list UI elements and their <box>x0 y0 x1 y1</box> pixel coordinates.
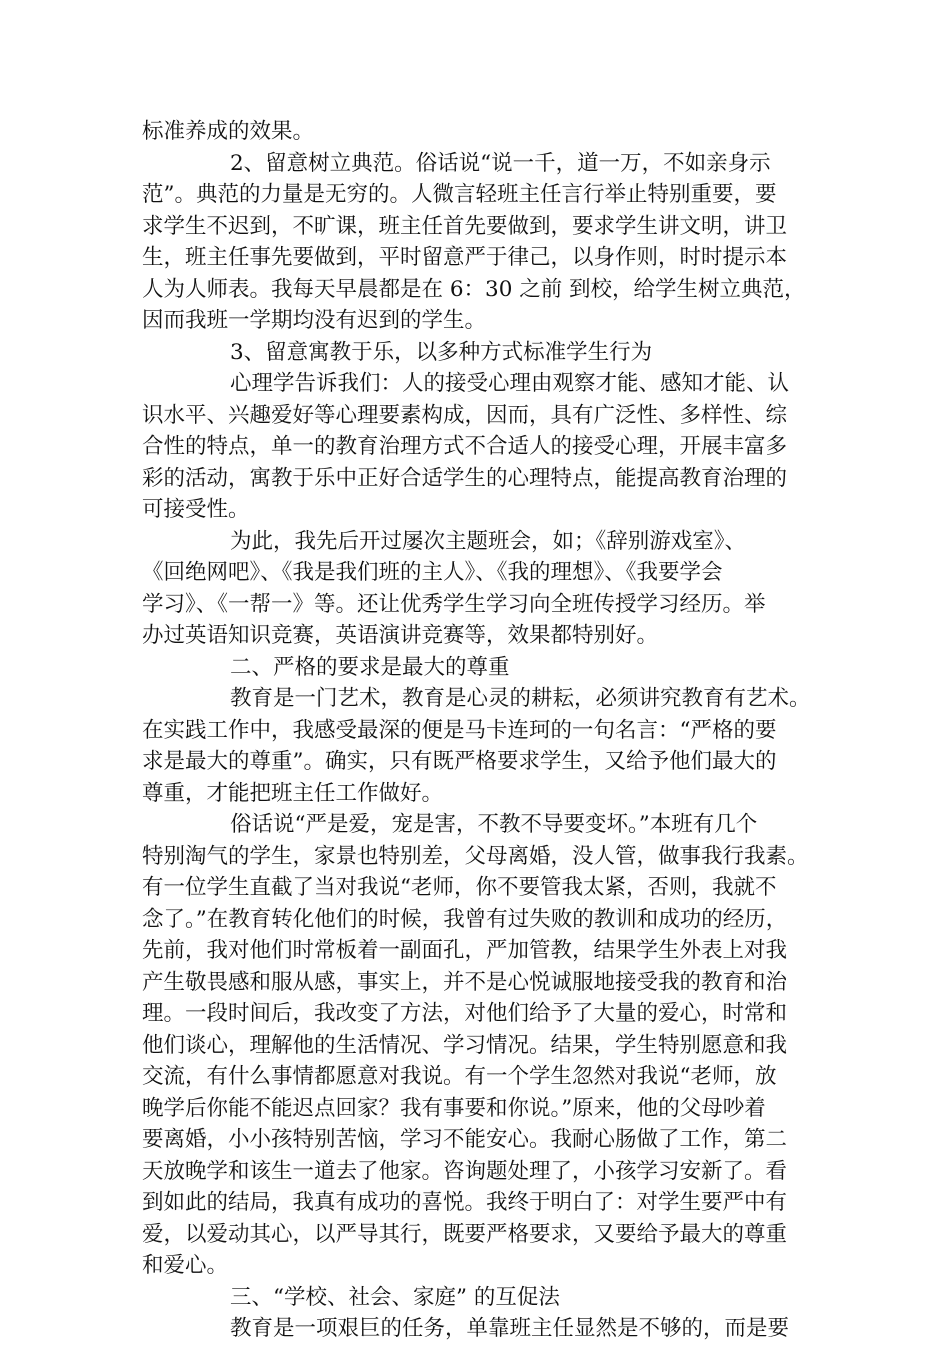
text-line: 尊重，才能把班主任工作做好。 <box>142 780 444 806</box>
text-line: 为此，我先后开过屡次主题班会，如；《辞别游戏室》、 <box>230 528 747 554</box>
text-line: 俗话说“严是爱，宠是害，不教不导要变坏。”本班有几个 <box>230 812 758 837</box>
text-line: 标准养成的效果。 <box>142 119 315 144</box>
text-line: 《回绝网吧》、《我是我们班的主人》、《我的理想》、《我要学会 <box>142 560 723 585</box>
document-body <box>142 116 822 1345</box>
text-line: 生，班主任事先要做到，平时留意严于律己，以身作则，时时提示本 <box>142 245 788 270</box>
text-line: 在实践工作中，我感受最深的便是马卡连珂的一句名言：“严格的要 <box>142 717 777 743</box>
text-line: 教育是一项艰巨的任务，单靠班主任显然是不够的，而是要 <box>230 1316 790 1341</box>
text-line: 合性的特点，单一的教育治理方式不合适人的接受心理，开展丰富多 <box>142 434 788 459</box>
text-line: 因而我班一学期均没有迟到的学生。 <box>142 308 487 333</box>
text-line: 念了。”在教育转化他们的时候，我曾有过失败的教训和成功的经历， <box>142 906 788 932</box>
text-line: 教育是一门艺术，教育是心灵的耕耘，必须讲究教育有艺术。 <box>230 686 811 711</box>
text-line: 和爱心。 <box>142 1253 229 1278</box>
text-line: 晚学后你能不能迟点回家？我有事要和你说。”原来，他的父母吵着 <box>142 1095 766 1121</box>
text-line: 先前，我对他们时常板着一副面孔，严加管教，结果学生外表上对我 <box>142 938 788 963</box>
text-line: 到如此的结局，我真有成功的喜悦。我终于明白了：对学生要严中有 <box>142 1190 788 1215</box>
text-line: 天放晚学和该生一道去了他家。咨询题处理了，小孩学习安新了。看 <box>142 1158 788 1184</box>
text-line: 范”。典范的力量是无穷的。人微言轻班主任言行举止特别重要，要 <box>142 182 777 207</box>
text-line: 三、“学校、社会、家庭” 的互促法 <box>230 1284 560 1310</box>
text-line: 可接受性。 <box>142 497 250 522</box>
text-line: 二、严格的要求是最大的尊重 <box>230 654 510 680</box>
text-line: 2、留意树立典范。俗话说“说一千，道一万，不如亲身示 <box>230 150 771 176</box>
text-line: 3、留意寓教于乐，以多种方式标准学生行为 <box>230 339 653 365</box>
text-line: 求学生不迟到，不旷课，班主任首先要做到，要求学生讲文明，讲卫 <box>142 213 788 239</box>
text-line: 交流，有什么事情都愿意对我说。有一个学生忽然对我说“老师，放 <box>142 1064 777 1089</box>
text-line: 有一位学生直截了当对我说“老师，你不要管我太紧，否则，我就不 <box>142 875 777 900</box>
text-line: 要离婚，小小孩特别苦恼，学习不能安心。我耐心肠做了工作，第二 <box>142 1127 788 1152</box>
text-line: 他们谈心，理解他的生活情况、学习情况。结果，学生特别愿意和我 <box>142 1032 788 1058</box>
text-line: 心理学告诉我们：人的接受心理由观察才能、感知才能、认 <box>230 371 790 396</box>
text-line: 爱，以爱动其心，以严导其行，既要严格要求，又要给予最大的尊重 <box>142 1221 788 1247</box>
text-line: 办过英语知识竞赛，英语演讲竞赛等，效果都特别好。 <box>142 623 659 648</box>
text-line: 理。一段时间后，我改变了方法，对他们给予了大量的爱心，时常和 <box>142 1001 788 1026</box>
text-line: 人为人师表。我每天早晨都是在 6：30 之前 到校，给学生树立典范， <box>142 276 806 302</box>
text-line: 识水平、兴趣爱好等心理要素构成，因而，具有广泛性、多样性、综 <box>142 402 788 428</box>
text-line: 特别淘气的学生，家景也特别差，父母离婚，没人管，做事我行我素。 <box>142 843 809 869</box>
text-line: 产生敬畏感和服从感，事实上，并不是心悦诚服地接受我的教育和治 <box>142 969 788 995</box>
text-line: 学习》、《一帮一》等。还让优秀学生学习向全班传授学习经历。举 <box>142 591 766 617</box>
text-line: 求是最大的尊重”。确实，只有既严格要求学生，又给予他们最大的 <box>142 749 777 774</box>
text-line: 彩的活动，寓教于乐中正好合适学生的心理特点，能提高教育治理的 <box>142 465 788 491</box>
